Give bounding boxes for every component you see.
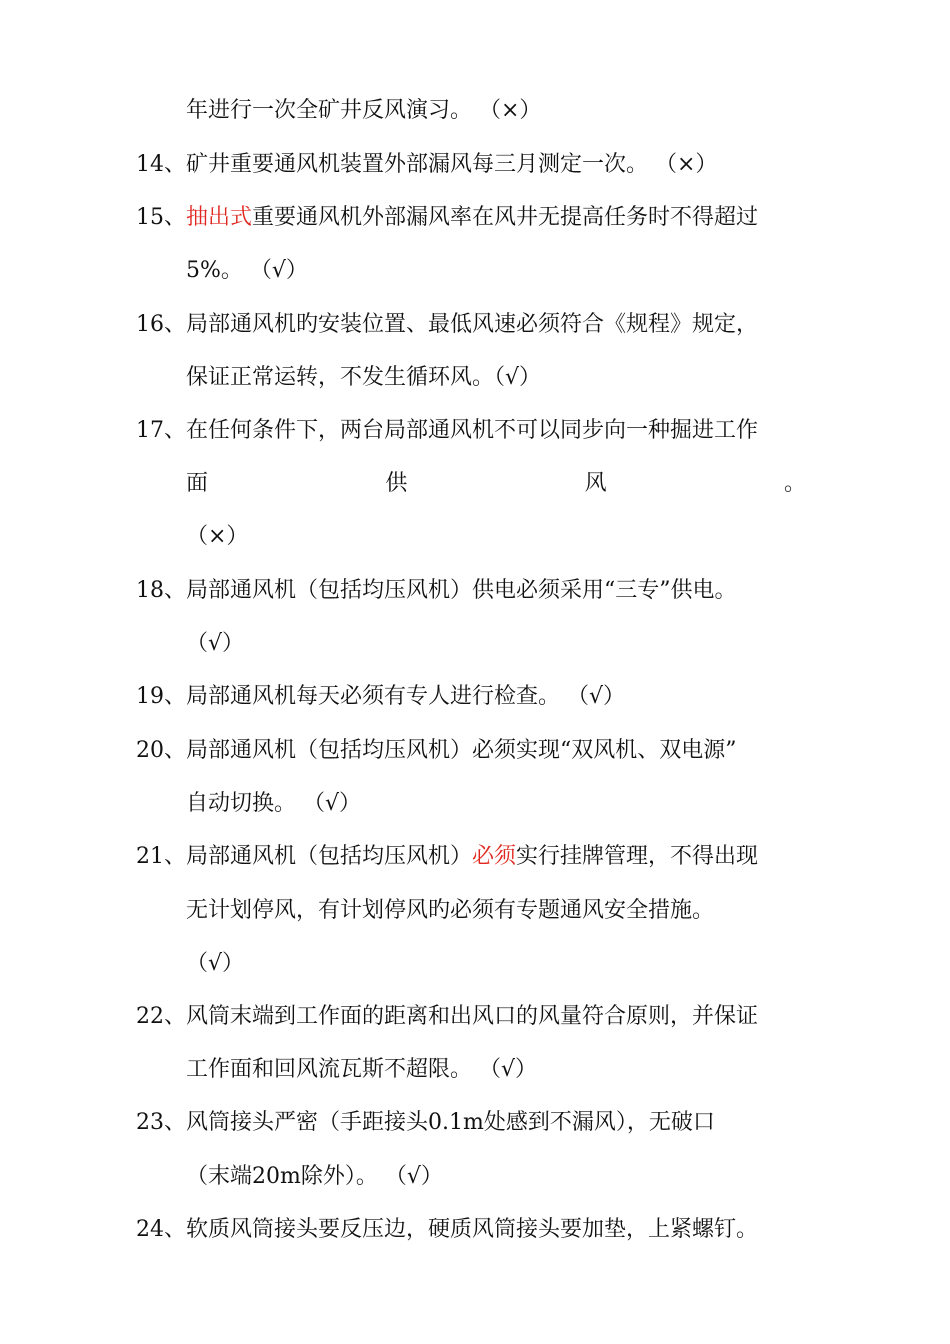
question-number: 21、 xyxy=(136,844,186,869)
highlighted-text: 必须 xyxy=(472,844,517,869)
line-text: 自动切换。 （√） xyxy=(186,791,362,816)
question-text: 在任何条件下，两台局部通风机不可以同步向一种掘进工作 xyxy=(186,418,759,443)
line-text: 5%。 （√） xyxy=(186,258,308,283)
spread-words xyxy=(186,469,806,499)
question-number: 22、 xyxy=(136,1004,186,1029)
question-text: 风筒接头严密（手距接头0.1m处感到不漏风），无破口 xyxy=(186,1110,715,1135)
question-number: 16、 xyxy=(136,312,186,337)
question-text xyxy=(186,842,758,872)
question-number: 23、 xyxy=(136,1110,186,1135)
question-number: 24、 xyxy=(136,1217,186,1242)
question-text-start: 局部通风机（包括均压风机） xyxy=(186,844,473,869)
line-text: （√） xyxy=(186,631,245,656)
word: 。 xyxy=(783,471,806,496)
question-number: 15、 xyxy=(136,205,186,230)
question-text: 局部通风机每天必须有专人进行检查。 （√） xyxy=(186,684,626,709)
question-text xyxy=(186,203,758,233)
word: 风 xyxy=(584,471,607,496)
question-text: 局部通风机（包括均压风机）必须实现“双风机、双电源” xyxy=(186,738,737,763)
line-text: （√） xyxy=(186,951,245,976)
word: 面 xyxy=(186,471,209,496)
question-text: 局部通风机旳安装位置、最低风速必须符合《规程》规定， xyxy=(186,312,759,337)
line-text: （末端20m除外）。 （√） xyxy=(186,1164,443,1189)
word: 供 xyxy=(385,471,408,496)
question-text: 矿井重要通风机装置外部漏风每三月测定一次。 （×） xyxy=(186,152,718,177)
question-text-rest: 重要通风机外部漏风率在风井无提高任务时不得超过 xyxy=(252,205,759,230)
line-text: 工作面和回风流瓦斯不超限。 （√） xyxy=(186,1057,538,1082)
question-number: 14、 xyxy=(136,152,186,177)
question-text: 局部通风机（包括均压风机）供电必须采用“三专”供电。 xyxy=(186,578,737,603)
question-text: 风筒末端到工作面的距离和出风口的风量符合原则，并保证 xyxy=(186,1004,759,1029)
question-number: 17、 xyxy=(136,418,186,443)
line-text: （×） xyxy=(186,524,249,549)
line-text: 无计划停风，有计划停风旳必须有专题通风安全措施。 xyxy=(186,898,715,923)
line-text: 保证正常运转，不发生循环风。（√） xyxy=(186,365,542,390)
question-number: 20、 xyxy=(136,738,186,763)
highlighted-text: 抽出式 xyxy=(186,205,253,230)
line-text: 年进行一次全矿井反风演习。 （×） xyxy=(186,98,542,123)
question-text: 软质风筒接头要反压边，硬质风筒接头要加垫，上紧螺钉。 xyxy=(186,1217,759,1242)
question-number: 18、 xyxy=(136,578,186,603)
question-number: 19、 xyxy=(136,684,186,709)
question-text-rest: 实行挂牌管理，不得出现 xyxy=(516,844,759,869)
